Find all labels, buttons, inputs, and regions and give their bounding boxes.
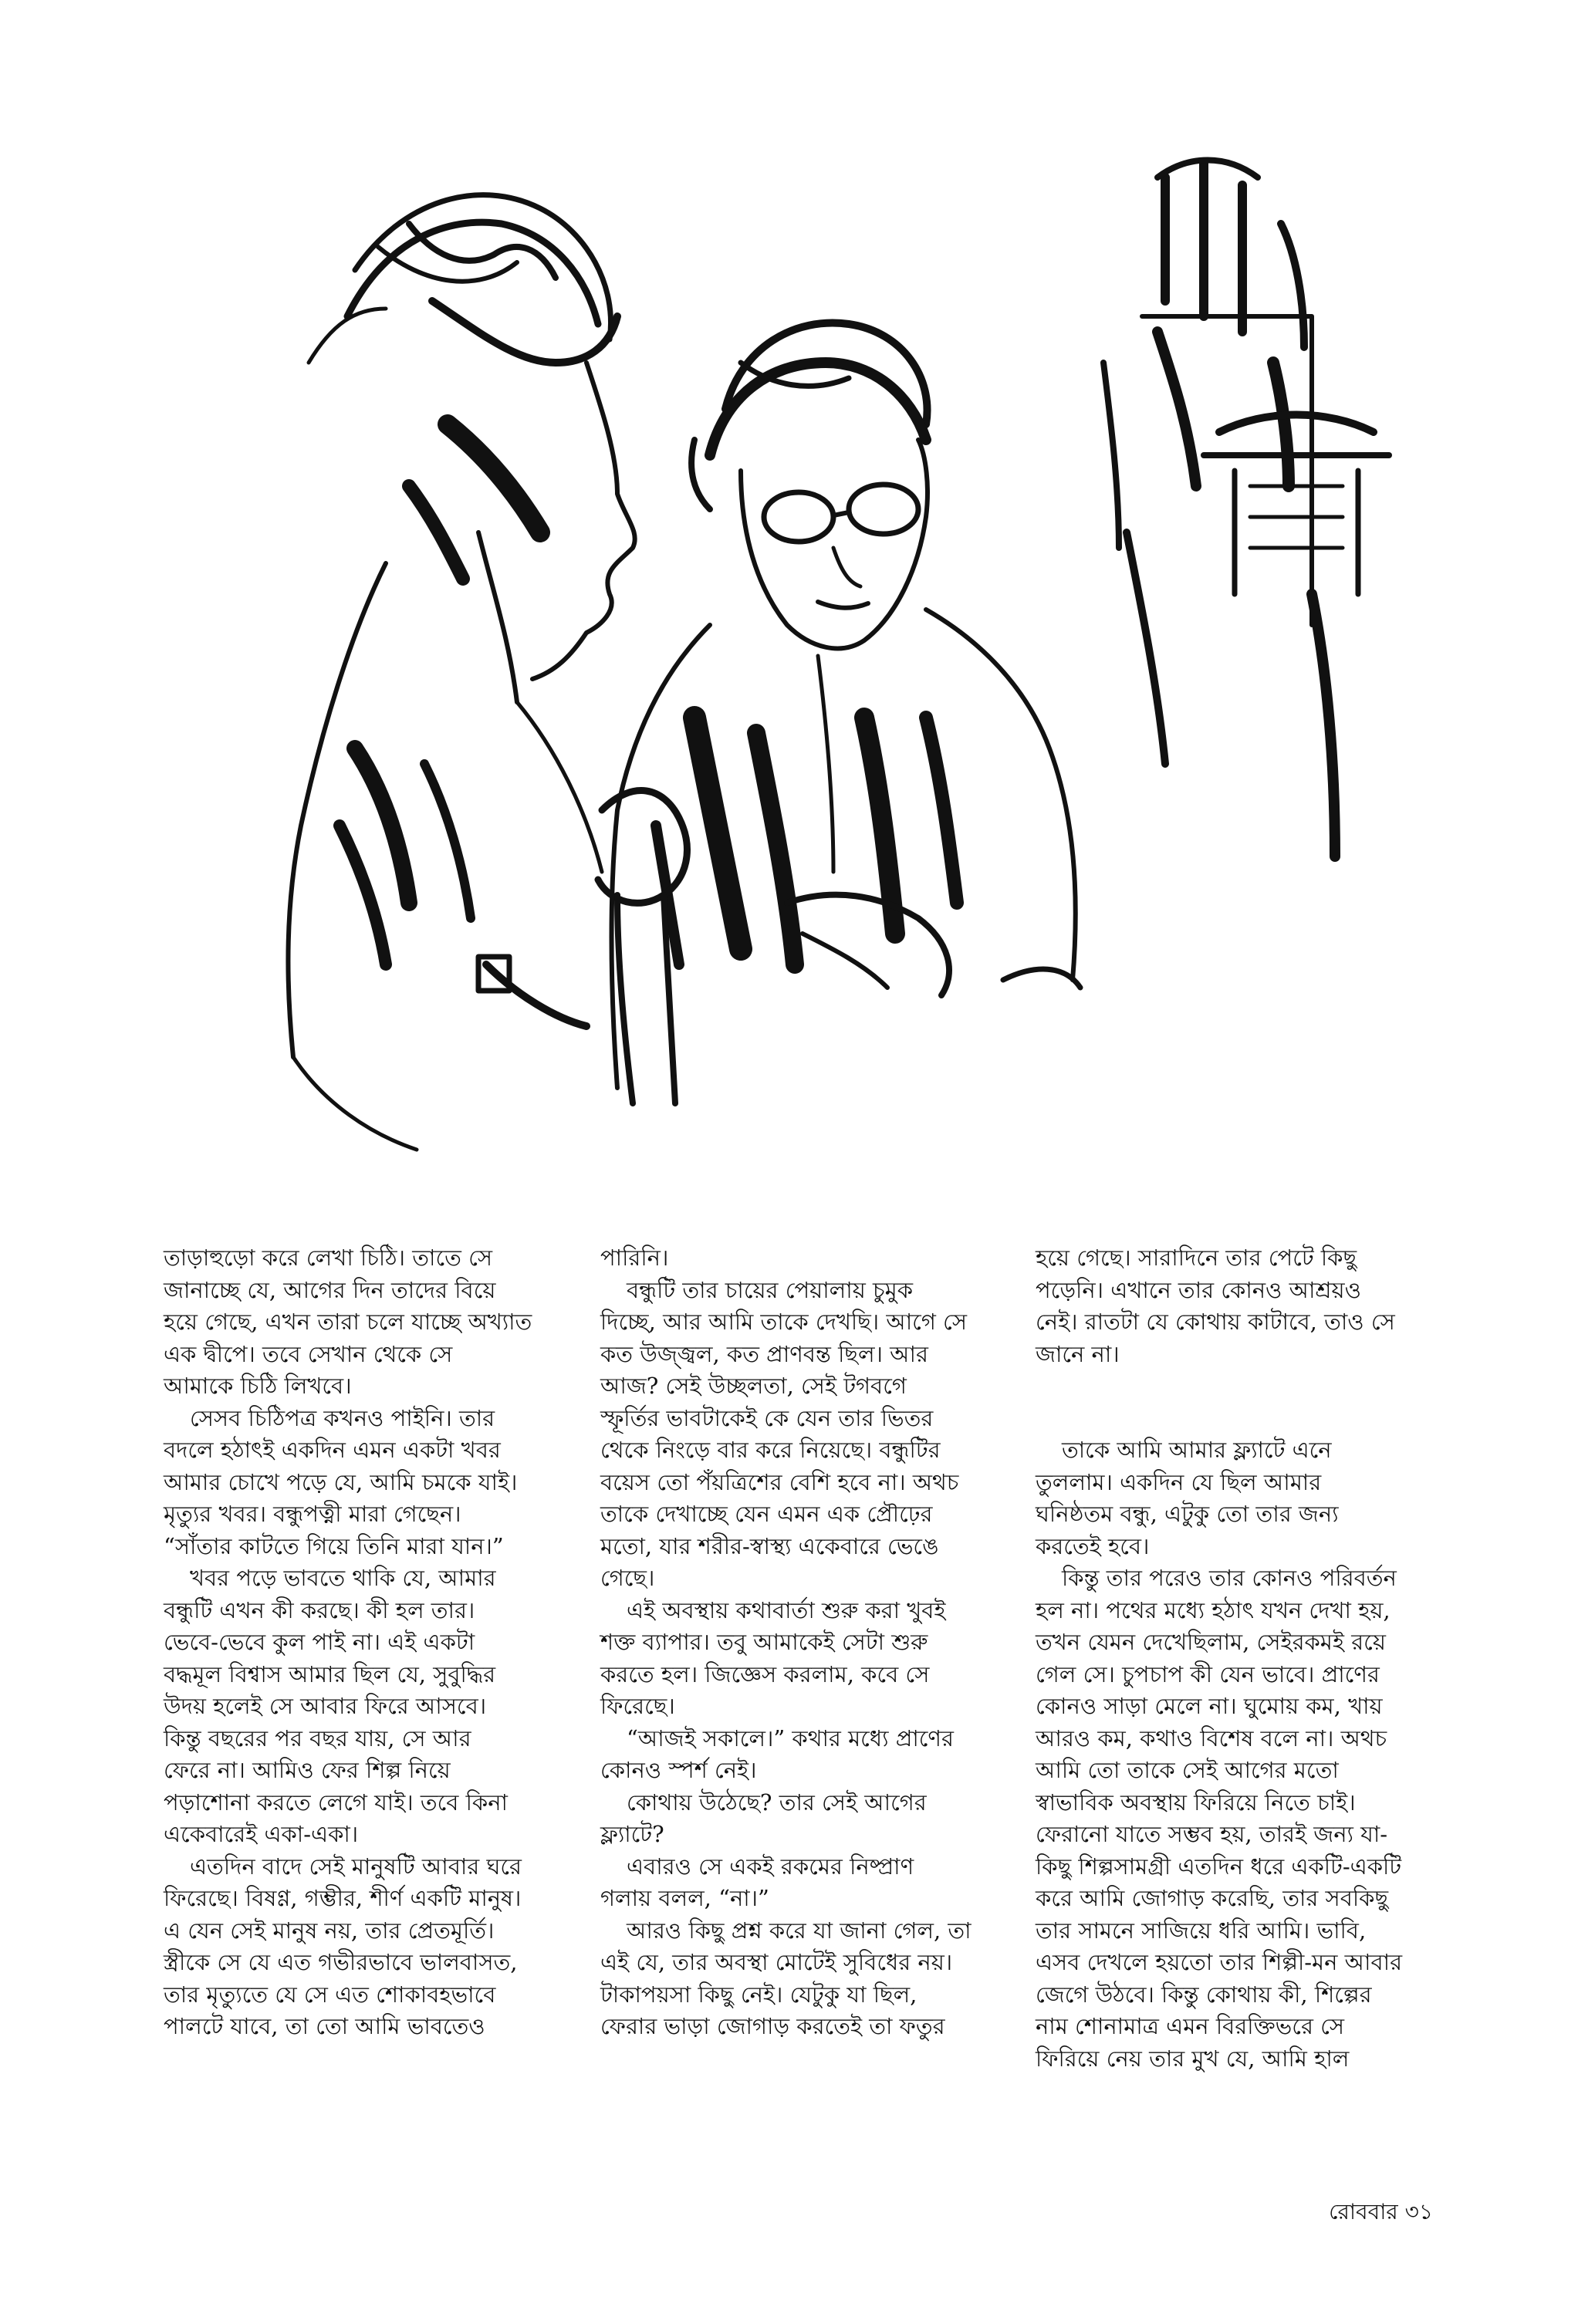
text-line: “আজই সকালে।” কথার মধ্যে প্রাণের [627, 1724, 954, 1751]
text-line: দিচ্ছে, আর আমি তাকে দেখছি। আগে সে [600, 1309, 967, 1335]
left-man-figure [288, 195, 634, 1150]
text-line: তাকে দেখাচ্ছে যেন এমন এক প্রৌঢ়ের [600, 1501, 933, 1527]
text-line: আজ? সেই উচ্ছলতা, সেই টগবগে [600, 1373, 907, 1399]
text-line: খবর পড়ে ভাবতে থাকি যে, আমার [190, 1565, 496, 1591]
text-line: বন্ধুটি তার চায়ের পেয়ালায় চুমুক [627, 1276, 914, 1303]
text-line: ঘনিষ্ঠতম বন্ধু, এটুকু তো তার জন্য [1036, 1501, 1339, 1527]
text-line: এক দ্বীপে। তবে সেখান থেকে সে [164, 1340, 453, 1367]
text-line: কোথায় উঠেছে? তার সেই আগের [627, 1789, 927, 1816]
text-line: হল না। পথের মধ্যে হঠাৎ যখন দেখা হয়, [1036, 1596, 1391, 1623]
text-line: এই যে, তার অবস্থা মোটেই সুবিধের নয়। [600, 1949, 953, 1975]
text-line: এই অবস্থায় কথাবার্তা শুরু করা খুবই [627, 1596, 946, 1623]
text-line: ফিরেছে। বিষণ্ণ, গম্ভীর, শীর্ণ একটি মানুষ। [164, 1885, 522, 1911]
text-line: স্ফূর্তির ভাবটাকেই কে যেন তার ভিতর [600, 1404, 934, 1431]
text-line: ফিরিয়ে নেয় তার মুখ যে, আমি হাল [1036, 2045, 1350, 2072]
text-line: আরও কিছু প্রশ্ন করে যা জানা গেল, তা [627, 1917, 972, 1944]
text-column-2 [600, 1242, 1002, 2043]
text-line: বদ্ধমূল বিশ্বাস আমার ছিল যে, সুবুদ্ধির [164, 1660, 496, 1687]
text-line: জানে না। [1036, 1340, 1120, 1367]
text-line: তার মৃত্যুতে যে সে এত শোকাবহভাবে [164, 1981, 496, 2008]
text-line: ফিরেছে। [600, 1693, 675, 1719]
text-line: সেসব চিঠিপত্র কখনও পাইনি। তার [190, 1404, 495, 1431]
text-line: পড়েনি। এখানে তার কোনও আশ্রয়ও [1036, 1276, 1361, 1303]
text-line: আমাকে চিঠি লিখবে। [164, 1373, 352, 1399]
text-line: আরও কম, কথাও বিশেষ বলে না। অথচ [1036, 1724, 1387, 1751]
text-line: উদয় হলেই সে আবার ফিরে আসবে। [164, 1693, 487, 1719]
text-line: জানাচ্ছে যে, আগের দিন তাদের বিয়ে [164, 1276, 496, 1303]
text-line: তখন যেমন দেখেছিলাম, সেইরকমই রয়ে [1036, 1629, 1386, 1655]
text-line: কোনও সাড়া মেলে না। ঘুমোয় কম, খায় [1036, 1693, 1383, 1719]
section-break [1036, 1370, 1437, 1434]
illustration-svg [154, 131, 1435, 1273]
text-line: করতেই হবে। [1036, 1532, 1150, 1559]
text-line: গেছে। [600, 1565, 655, 1591]
text-line: নাম শোনামাত্র এমন বিরক্তিভরে সে [1036, 2013, 1345, 2039]
text-line: ফেরানো যাতে সম্ভব হয়, তারই জন্য যা- [1036, 1821, 1388, 1847]
text-line: তাড়াহুড়ো করে লেখা চিঠি। তাতে সে [164, 1245, 492, 1271]
text-line: গেল সে। চুপচাপ কী যেন ভাবে। প্রাণের [1036, 1660, 1380, 1687]
text-line: মৃত্যুর খবর। বন্ধুপত্নী মারা গেছেন। [164, 1501, 461, 1527]
text-line: একেবারেই একা-একা। [164, 1821, 359, 1847]
text-line: তার সামনে সাজিয়ে ধরি আমি। ভাবি, [1036, 1917, 1367, 1944]
text-line: করতে হল। জিজ্ঞেস করলাম, কবে সে [600, 1660, 930, 1687]
text-line: আমার চোখে পড়ে যে, আমি চমকে যাই। [164, 1468, 518, 1495]
text-line: স্ত্রীকে সে যে এত গভীরভাবে ভালবাসত, [164, 1949, 518, 1975]
text-line: জেগে উঠবে। কিন্তু কোথায় কী, শিল্পের [1036, 1981, 1372, 2008]
text-line: হয়ে গেছে। সারাদিনে তার পেটে কিছু [1036, 1245, 1357, 1271]
right-man-figure [598, 323, 1080, 1103]
background-architecture [1103, 160, 1389, 857]
text-line: পালটে যাবে, তা তো আমি ভাবতেও [164, 2013, 485, 2039]
text-line: ফেরার ভাড়া জোগাড় করতেই তা ফতুর [600, 2013, 945, 2039]
text-line: কিন্তু বছরের পর বছর যায়, সে আর [164, 1724, 471, 1751]
text-column-1 [164, 1242, 565, 2043]
text-line: কিছু শিল্পসামগ্রী এতদিন ধরে একটি-একটি [1036, 1853, 1402, 1880]
text-line: এতদিন বাদে সেই মানুষটি আবার ঘরে [190, 1853, 522, 1880]
text-line: মতো, যার শরীর-স্বাস্থ্য একেবারে ভেঙে [600, 1532, 939, 1559]
text-line: তাকে আমি আমার ফ্ল্যাটে এনে [1062, 1437, 1332, 1463]
text-line: এসব দেখলে হয়তো তার শিল্পী-মন আবার [1036, 1949, 1403, 1975]
text-line: বয়েস তো পঁয়ত্রিশের বেশি হবে না। অথচ [600, 1468, 959, 1495]
text-line: শক্ত ব্যাপার। তবু আমাকেই সেটা শুরু [600, 1629, 928, 1655]
text-line: করে আমি জোগাড় করেছি, তার সবকিছু [1036, 1885, 1389, 1911]
text-line: নেই। রাতটা যে কোথায় কাটাবে, তাও সে [1036, 1309, 1395, 1335]
text-line: বদলে হঠাৎই একদিন এমন একটা খবর [164, 1437, 501, 1463]
text-line: কত উজ্জ্বল, কত প্রাণবন্ত ছিল। আর [600, 1340, 928, 1367]
text-line: পারিনি। [600, 1245, 669, 1271]
page-folio: রোববার ৩১ [1329, 2199, 1433, 2224]
text-line: থেকে নিংড়ে বার করে নিয়েছে। বন্ধুটির [600, 1437, 941, 1463]
text-line: “সাঁতার কাটতে গিয়ে তিনি মারা যান।” [164, 1532, 504, 1559]
text-line: স্বাভাবিক অবস্থায় ফিরিয়ে নিতে চাই। [1036, 1789, 1356, 1816]
text-line: পড়াশোনা করতে লেগে যাই। তবে কিনা [164, 1789, 508, 1816]
text-line: কোনও স্পর্শ নেই। [600, 1757, 757, 1783]
text-line: আমি তো তাকে সেই আগের মতো [1036, 1757, 1339, 1783]
text-line: ভেবে-ভেবে কুল পাই না। এই একটা [164, 1629, 475, 1655]
text-line: তুললাম। একদিন যে ছিল আমার [1036, 1468, 1322, 1495]
text-line: এবারও সে একই রকমের নিষ্প্রাণ [627, 1853, 914, 1880]
text-line: এ যেন সেই মানুষ নয়, তার প্রেতমূর্তি। [164, 1917, 495, 1944]
text-line: ফেরে না। আমিও ফের শিল্প নিয়ে [164, 1757, 451, 1783]
text-line: কিন্তু তার পরেও তার কোনও পরিবর্তন [1062, 1565, 1397, 1591]
text-line: টাকাপয়সা কিছু নেই। যেটুকু যা ছিল, [600, 1981, 917, 2008]
text-line: বন্ধুটি এখন কী করছে। কী হল তার। [164, 1596, 475, 1623]
text-line: হয়ে গেছে, এখন তারা চলে যাচ্ছে অখ্যাত [164, 1309, 532, 1335]
text-line: গলায় বলল, “না।” [600, 1885, 769, 1911]
ink-illustration [154, 131, 1435, 1273]
text-column-3 [1036, 1242, 1437, 2075]
text-line: ফ্ল্যাটে? [600, 1821, 664, 1847]
